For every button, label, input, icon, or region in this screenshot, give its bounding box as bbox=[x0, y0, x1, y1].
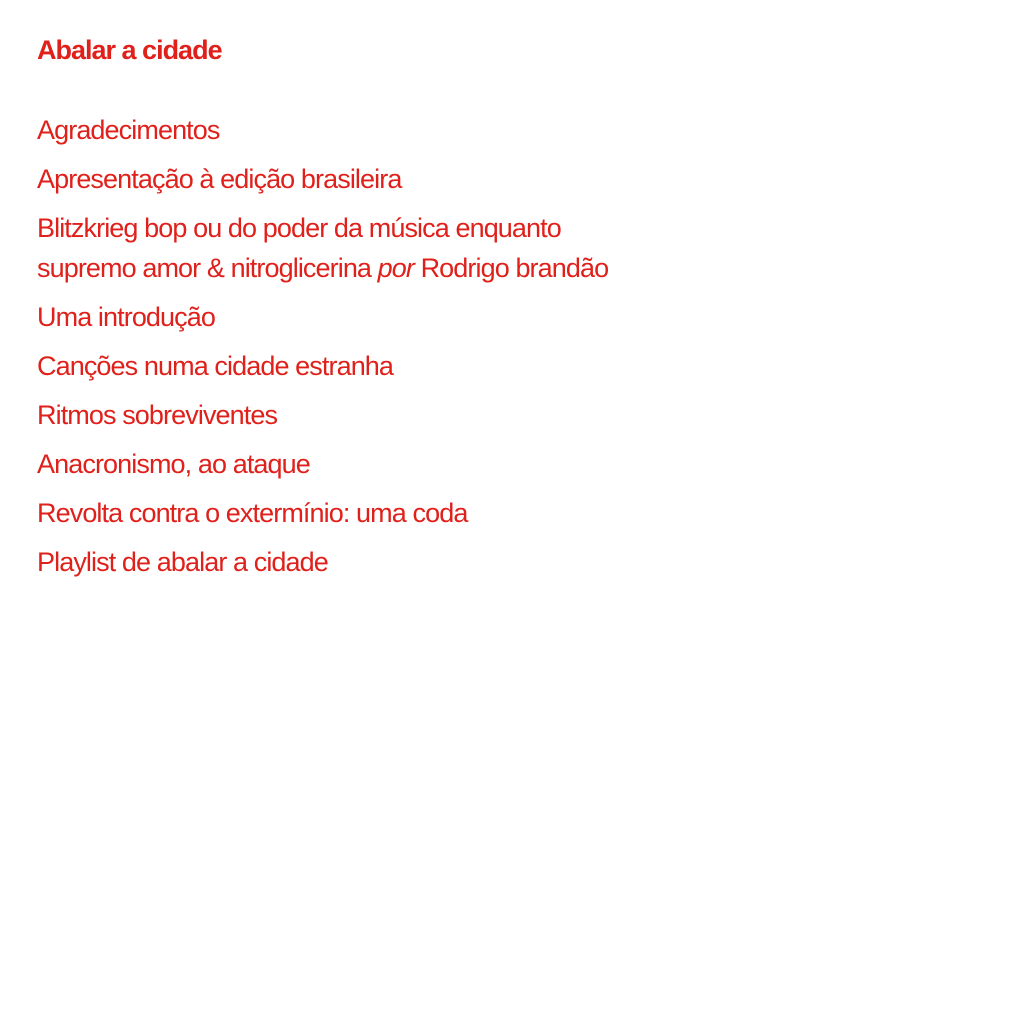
toc-item-author-preposition: por bbox=[377, 253, 414, 283]
toc-item-revolta: Revolta contra o extermínio: uma coda bbox=[37, 498, 468, 528]
toc-item-ritmos: Ritmos sobreviventes bbox=[37, 400, 278, 430]
toc-item-blitzkrieg-bop-author: Rodrigo brandão bbox=[413, 253, 609, 283]
contents-page bbox=[37, 33, 977, 591]
toc-item-anacronismo: Anacronismo, ao ataque bbox=[37, 449, 310, 479]
toc-item-blitzkrieg-bop-line-2-start: supremo amor & nitroglicerina bbox=[37, 253, 378, 283]
toc-item-agradecimentos: Agradecimentos bbox=[37, 115, 220, 145]
toc-item-blitzkrieg-bop-line-2 bbox=[37, 248, 977, 288]
toc-item-blitzkrieg-bop bbox=[37, 208, 977, 288]
toc-item-blitzkrieg-bop-line-1: Blitzkrieg bop ou do poder da música enquanto bbox=[37, 213, 561, 243]
toc-item-apresentacao: Apresentação à edição brasileira bbox=[37, 164, 402, 194]
toc-item-cancoes: Canções numa cidade estranha bbox=[37, 351, 394, 381]
table-of-contents bbox=[37, 110, 977, 582]
book-title: Abalar a cidade bbox=[37, 35, 222, 65]
toc-item-introducao: Uma introdução bbox=[37, 302, 215, 332]
toc-item-playlist: Playlist de abalar a cidade bbox=[37, 547, 328, 577]
